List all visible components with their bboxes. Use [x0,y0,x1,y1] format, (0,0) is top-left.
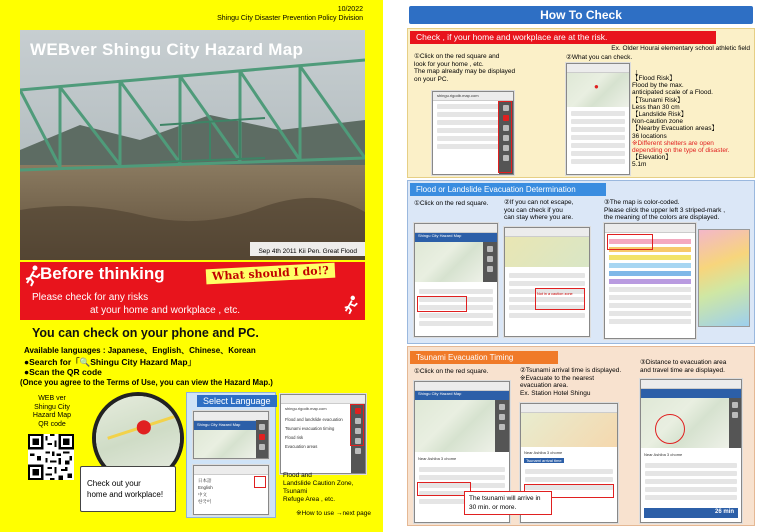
tsunami-arrival-callout [464,491,552,515]
language-option[interactable]: English [198,485,213,490]
callout-line: The tsunami will arrive in [469,495,541,502]
section-tsunami-timing [407,346,755,526]
language-option[interactable]: 日本語 [198,478,212,483]
step-line: Please click the upper left 3 striped-mark , [604,206,726,214]
qr-label-line: QR code [38,420,66,428]
step2-text [504,199,573,222]
qr-label [26,395,78,429]
check-risks-line2: at your home and workplace , etc. [90,305,241,316]
search-instruction: ●Search for「🔍Shingu City Hazard Map」 [24,357,197,367]
travel-time: 26 min [714,509,734,515]
travel-time-bar [644,508,738,518]
available-languages: Available languages : Japanese、English、Chinese、Korean [24,346,256,355]
step-line: ②Tsunami arrival time is displayed. [520,367,622,374]
phone-title: Shingu City Hazard Map [197,422,241,427]
phone-url: shingu.rigodb.map.com [285,406,327,411]
flood-caption-line: Landslide Caution Zone, [283,480,354,487]
step-line: and travel time are displayed. [640,366,725,374]
phone-screen-menu[interactable] [414,223,498,337]
section-title: Check , if your home and workplace are at the risk. [410,31,716,44]
phone-screen-language-menu[interactable] [193,465,269,515]
select-language-box [186,392,276,518]
check-home-callout [80,466,176,512]
qr-label-line: Hazard Map [32,412,72,419]
risk-line: anticipated scale of a Flood. [632,89,713,97]
evacuation-area-marker [655,414,685,444]
tsunami-row: Tsunami arrival time [526,458,562,463]
step1-text [414,53,515,83]
phone-screen-color-legend[interactable] [604,223,696,339]
step-line: ②If you can not escape, [504,199,574,206]
step-line: can stay where you are. [504,214,574,221]
section-title: Flood or Landslide Evacuation Determination [410,183,606,196]
flood-caption-line: Refuge Area , etc. [283,496,336,503]
risk-line: 【Flood Risk】 [632,75,676,82]
phone-screen-route[interactable] [640,379,742,523]
qr-label-line: WEB ver [38,395,66,402]
phone-url: shingu.rigodb.map.com [437,93,479,98]
flyer-back-page [389,0,765,532]
risk-line: 36 locations [632,132,667,140]
running-person-icon [343,295,359,315]
phone-screen-menu[interactable] [280,394,366,474]
step-line: look for your home , etc. [414,60,484,68]
step3-text [640,359,726,374]
check-risks-line1: Please check for any risks [32,292,149,303]
risk-line: Non-caution zone [632,118,683,126]
phone-screen-stay-check[interactable] [504,227,590,337]
menu-item[interactable]: Evacuation areas [285,444,318,449]
color-coded-map [698,229,750,327]
how-to-check-header [409,6,753,24]
risk-warning: ※Different shelters are open [632,139,714,147]
location-label: Near Ashiba 3 chome [418,456,457,461]
risk-line: 【Tsunami Risk】 [632,96,684,104]
step2-text [520,367,621,397]
step-line: ①Click on the red square and [414,53,500,60]
step-line: you can check if you [504,206,563,214]
qr-label-line: Shingu City [34,403,70,411]
step-line: The map already may be displayed [414,68,516,75]
phone-title: Shingu City Hazard Map [418,233,462,238]
photo-caption: Sep 4th 2011 Kii Pen. Great Flood [258,248,357,255]
flood-caption [283,472,353,504]
phone-screen-menu[interactable] [432,91,514,175]
example-location: Ex. Older Hourai elementary school athletic field [611,45,750,52]
step1-text: ①Click on the red square. [414,200,489,207]
step-line: evacuation area. [520,382,569,389]
location-label: Near Ashiba 3 chome [524,450,563,455]
arrow-down-icon: ↓ [634,67,639,77]
section-check-risk [407,28,755,178]
phone-screen-risk-results[interactable] [566,63,630,175]
step2-text: ②What you can check. [566,54,633,61]
section-title: Tsunami Evacuation Timing [410,351,558,364]
how-to-check-title: How To Check [540,8,622,22]
phone-screen-map[interactable] [193,411,269,459]
step3-text [604,199,725,222]
flood-photo [20,30,365,260]
location-label: Near Ashiba 3 chome [644,452,683,457]
elevation-line: 5.1m [632,161,647,169]
risk-line: Flood by the max. [632,82,684,90]
phone-pc-heading: You can check on your phone and PC. [32,326,259,340]
how-to-use-link[interactable]: ※How to use →next page [296,510,371,517]
risk-line: 【Landslide Risk】 [632,111,688,119]
menu-item[interactable]: Flood and landslide evacuation [285,417,343,422]
step-line: the meaning of the colors are displayed. [604,214,720,221]
risk-line: Less than 30 cm [632,103,680,111]
terms-note: (Once you agree to the Terms of Use, you can view the Hazard Map.) [20,378,273,387]
callout-line: Check out your [87,479,141,488]
risk-line: 【Nearby Evacuation areas】 [632,125,718,133]
location-pin-icon: ⬤ [136,418,152,434]
risk-warning: depending on the type of disaster. [632,147,730,155]
step-line: Ex. Station Hotel Shingu [520,389,591,397]
what-should-i-do-bubble: What should I do!? [206,263,336,285]
flood-caption-line: Flood and [283,472,312,479]
qr-code[interactable] [28,434,74,480]
flood-photo-illustration [20,30,365,260]
before-thinking-text: Before thinking [40,264,165,283]
callout-line: home and workplace! [87,490,164,499]
step-line: ③Distance to evacuation area [640,359,727,366]
scan-qr-instruction: ●Scan the QR code [24,367,102,377]
menu-item[interactable]: Tsunami evacuation timing [285,426,335,431]
before-thinking-band [20,262,365,320]
section-flood-landslide [407,180,755,344]
select-language-title: Select Language [197,395,277,407]
phone-title: Shingu City Hazard Map [418,391,462,396]
risk-results-text [632,75,730,169]
page-title: WEBver Shingu City Hazard Map [30,40,304,59]
result-status: Not in a caution zone [537,292,573,296]
step-line: ③The map is color-coded. [604,199,680,206]
organization: Shingu City Disaster Prevention Policy Division [217,15,363,22]
elevation-line: 【Elevation】 [632,154,672,162]
location-pin-icon: ● [594,82,599,91]
language-option[interactable]: 中文 [198,492,207,497]
step1-text: ①Click on the red square. [414,368,489,375]
step-line: ※Evacuate to the nearest [520,374,595,382]
issue-date: 10/2022 [337,6,363,13]
step-line: on your PC. [414,75,449,83]
callout-line: 30 min. or more. [469,504,517,511]
language-option[interactable]: 한국어 [198,499,212,504]
menu-item[interactable]: Flood risk [285,435,304,440]
flood-caption-line: Tsunami [283,488,308,495]
